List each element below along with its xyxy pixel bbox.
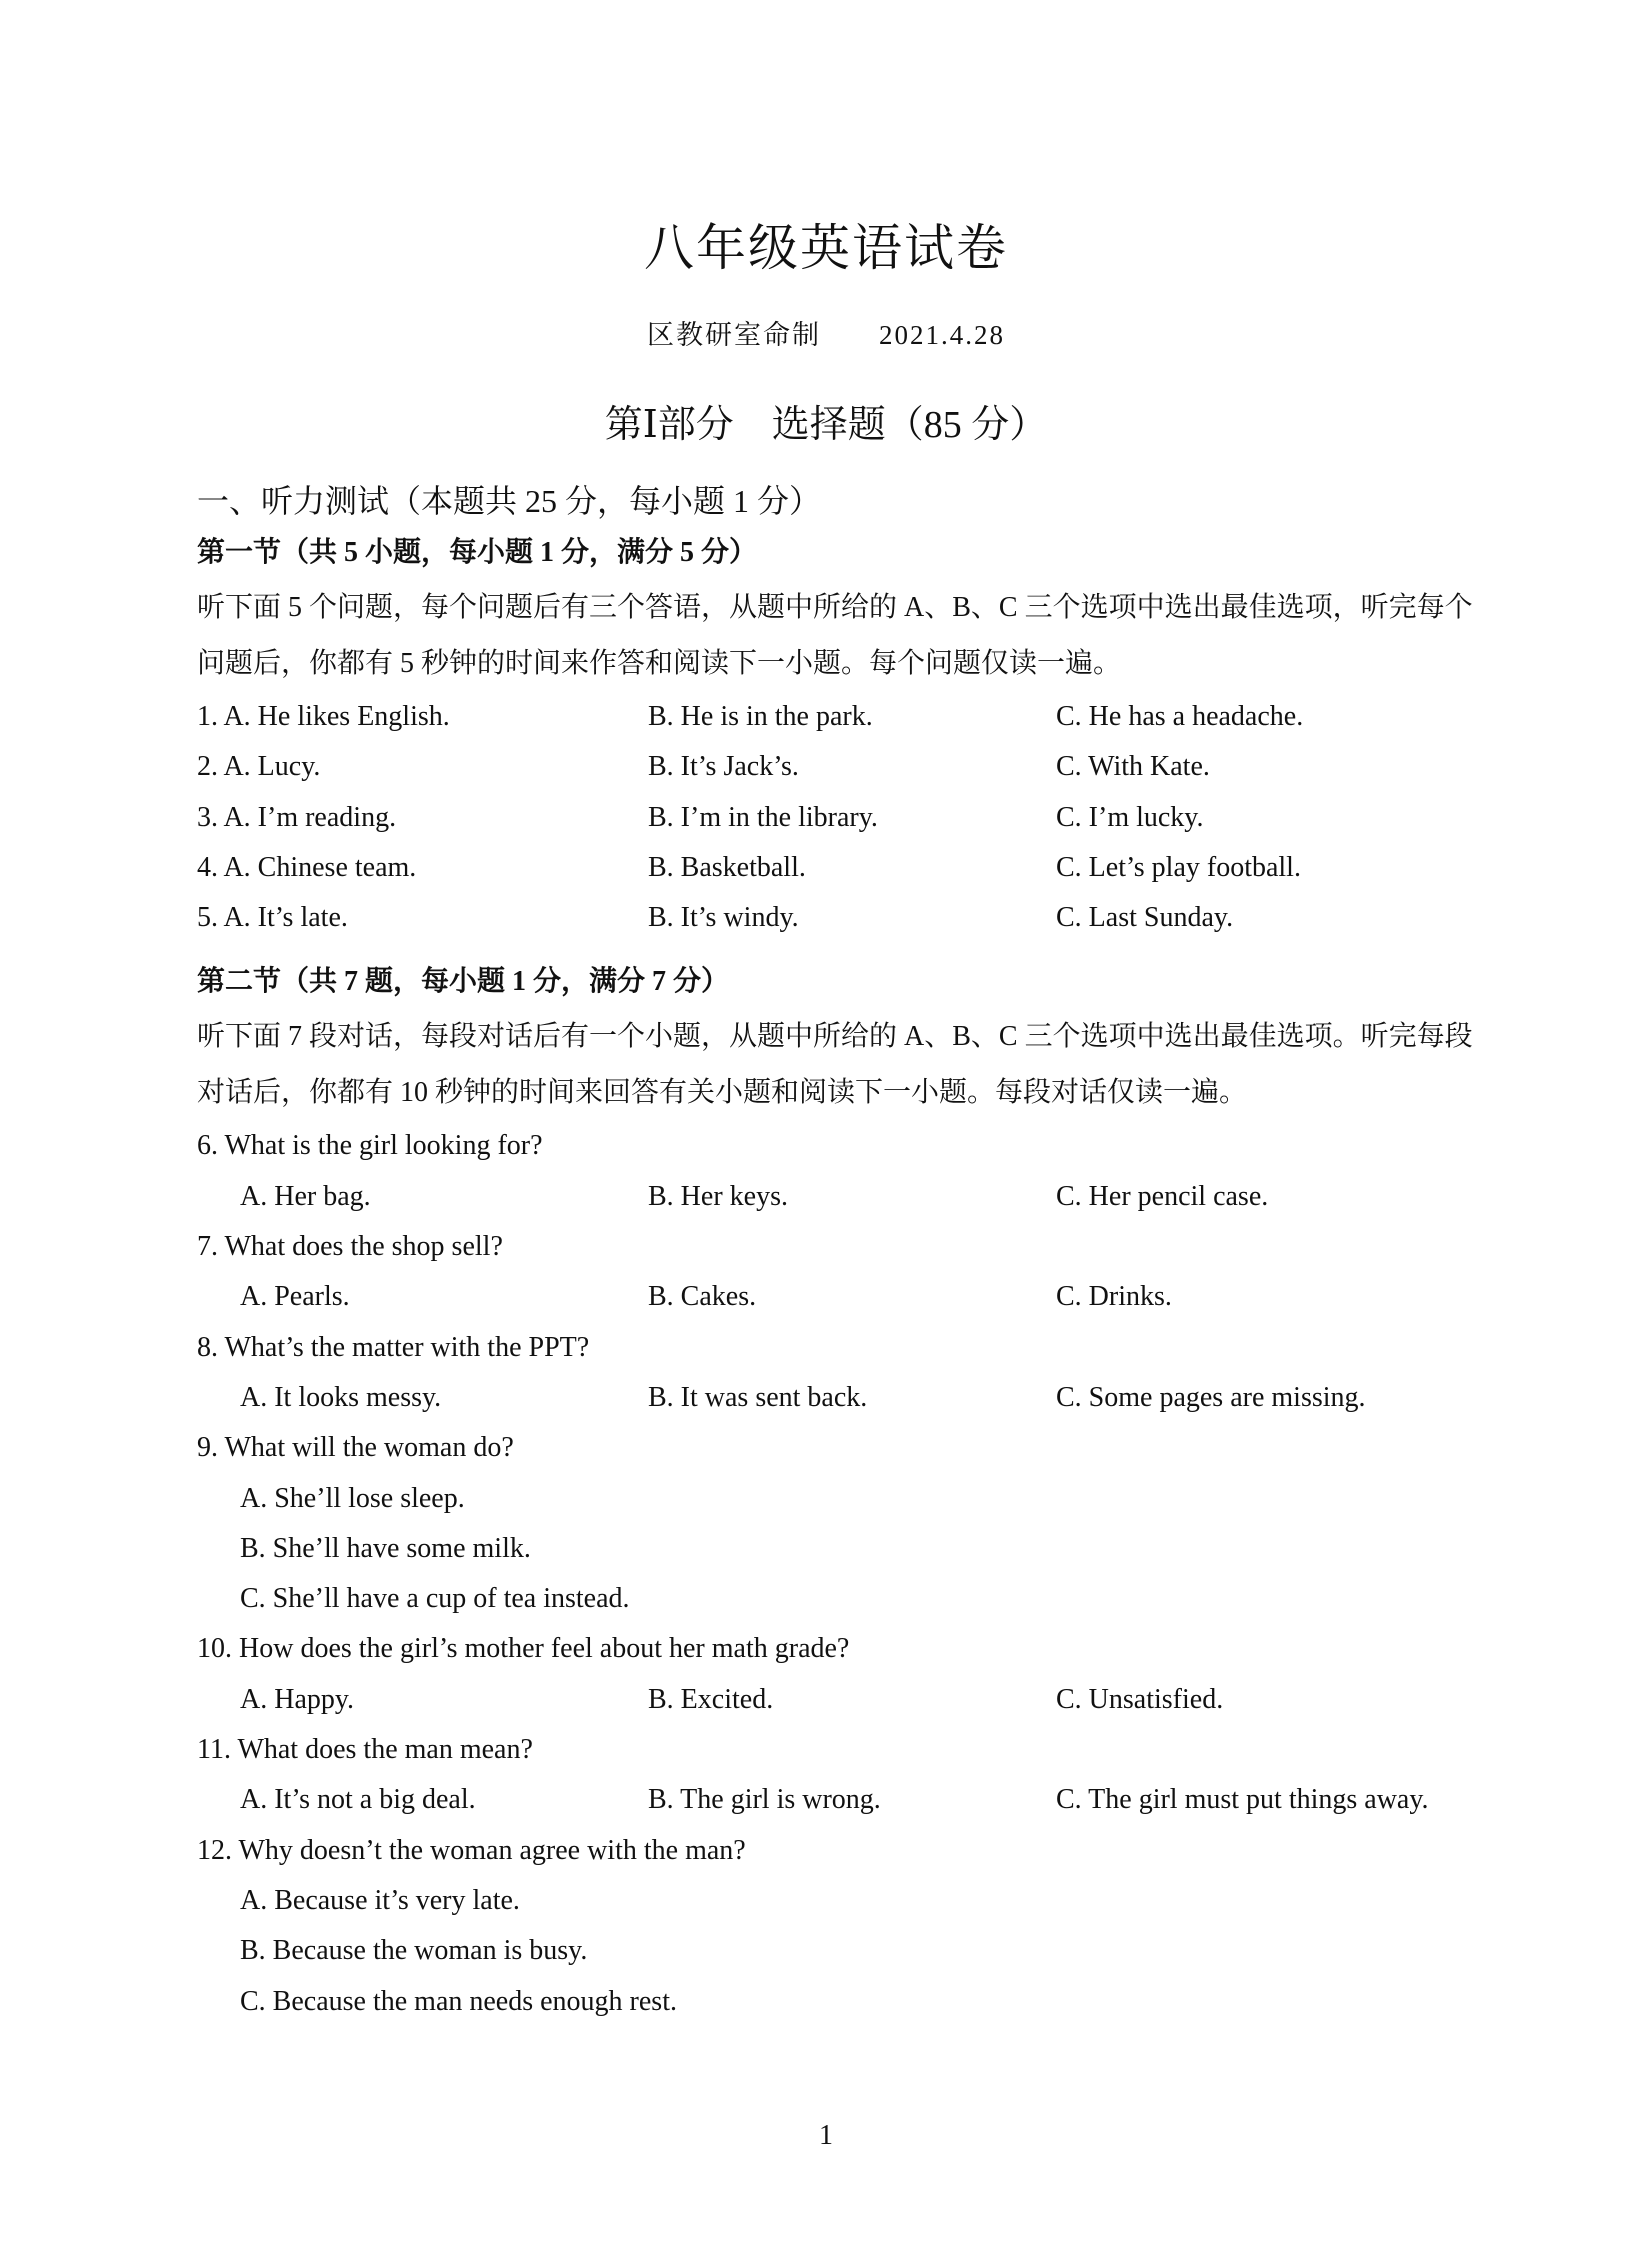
option-b: B. He is in the park. [648,701,873,732]
question-text-row [197,1725,1487,1775]
option-b: B. Excited. [648,1683,774,1715]
option-a: A. It’s not a big deal. [240,1784,476,1816]
option-b: B. It’s windy. [648,902,799,934]
option-a: 3. A. I’m reading. [197,801,397,833]
option-b: B. It’s Jack’s. [648,751,799,783]
option-a: 2. A. Lucy. [197,751,321,783]
section-heading-listening: 一、听力测试（本题共 25 分，每小题 1 分） [197,483,822,519]
question-text-row [197,1826,1487,1876]
option-c: C. Unsatisfied. [1056,1683,1224,1715]
options-row [197,1775,1487,1825]
options-row [197,1272,1487,1322]
option-a: 4. A. Chinese team. [197,851,417,883]
question-text: 11. What does the man mean? [197,1734,533,1766]
part-name: 选择题（85 分） [771,404,1048,446]
option-c: C. Let’s play football. [1056,851,1301,883]
option-a: A. Because it’s very late. [240,1884,520,1916]
option-a: A. Pearls. [240,1281,350,1313]
part1-instructions: 听下面 5 个问题，每个问题后有三个答语，从题中所给的 A、B、C 三个选项中选出最佳选项，听完每个问题后，你都有 5 秒钟的时间来作答和阅读下一小题。每个问题仅读一遍。 [197,592,1473,679]
question-text-row [197,1222,1487,1272]
question-text-row [197,1423,1487,1473]
option-row [197,1524,1487,1574]
exam-subtitle [0,313,1652,352]
question-text: 6. What is the girl looking for? [197,1130,543,1162]
option-row [197,1474,1487,1524]
option-b: B. The girl is wrong. [648,1784,881,1816]
exam-content [197,478,1487,2027]
option-a: A. Her bag. [240,1180,371,1212]
option-row [197,1574,1487,1624]
option-row [197,1977,1487,2027]
option-b: B. Her keys. [648,1180,788,1212]
option-a: A. She’ll lose sleep. [240,1482,465,1514]
option-b: B. Because the woman is busy. [240,1935,588,1967]
option-b: B. Basketball. [648,851,806,883]
spacer [197,943,1487,957]
option-b: B. Cakes. [648,1281,757,1313]
question-row [197,843,1487,893]
option-b: B. It was sent back. [648,1381,868,1413]
part-label: 第Ⅰ部分 [604,404,734,446]
options-row [197,1373,1487,1423]
options-row [197,1172,1487,1222]
question-text: 12. Why doesn’t the woman agree with the man? [197,1834,746,1866]
option-b: B. I’m in the library. [648,801,878,833]
question-row [197,692,1487,742]
question-text-row [197,1323,1487,1373]
option-a: 1. A. He likes English. [197,701,450,732]
question-text: 9. What will the woman do? [197,1432,514,1464]
part-heading [0,393,1652,448]
question-text: 8. What’s the matter with the PPT? [197,1331,590,1363]
option-c: C. Last Sunday. [1056,902,1234,934]
option-c: C. He has a headache. [1056,701,1304,732]
question-text-row [197,1121,1487,1171]
option-a: A. It looks messy. [240,1381,442,1413]
exam-title: 八年级英语试卷 [644,220,1008,276]
author-label: 区教研室命制 [647,320,821,350]
question-text: 10. How does the girl’s mother feel about her math grade? [197,1633,850,1665]
option-row [197,1876,1487,1926]
part1-heading: 第一节（共 5 小题，每小题 1 分，满分 5 分） [197,537,758,568]
option-c: C. Some pages are missing. [1056,1381,1366,1413]
question-row [197,742,1487,792]
part2-heading: 第二节（共 7 题，每小题 1 分，满分 7 分） [197,966,730,998]
question-row [197,893,1487,943]
option-c: C. Drinks. [1056,1281,1172,1313]
option-a: 5. A. It’s late. [197,902,348,934]
part2-instructions: 听下面 7 段对话，每段对话后有一个小题，从题中所给的 A、B、C 三个选项中选出最佳选项。听完每段对话后，你都有 10 秒钟的时间来回答有关小题和阅读下一小题。每段对话仅读一遍。 [197,1021,1473,1109]
page-number: 1 [819,2120,833,2151]
option-c: C. With Kate. [1056,751,1210,783]
option-c: C. I’m lucky. [1056,801,1204,833]
question-text-row [197,1624,1487,1674]
option-row [197,1926,1487,1976]
exam-date: 2021.4.28 [879,320,1005,350]
question-text: 7. What does the shop sell? [197,1231,503,1263]
option-b: B. She’ll have some milk. [240,1532,531,1564]
option-c: C. Her pencil case. [1056,1180,1269,1212]
question-row [197,793,1487,843]
option-c: C. The girl must put things away. [1056,1784,1429,1816]
option-c: C. She’ll have a cup of tea instead. [240,1583,630,1615]
option-a: A. Happy. [240,1683,355,1715]
options-row [197,1675,1487,1725]
option-c: C. Because the man needs enough rest. [240,1985,677,2017]
